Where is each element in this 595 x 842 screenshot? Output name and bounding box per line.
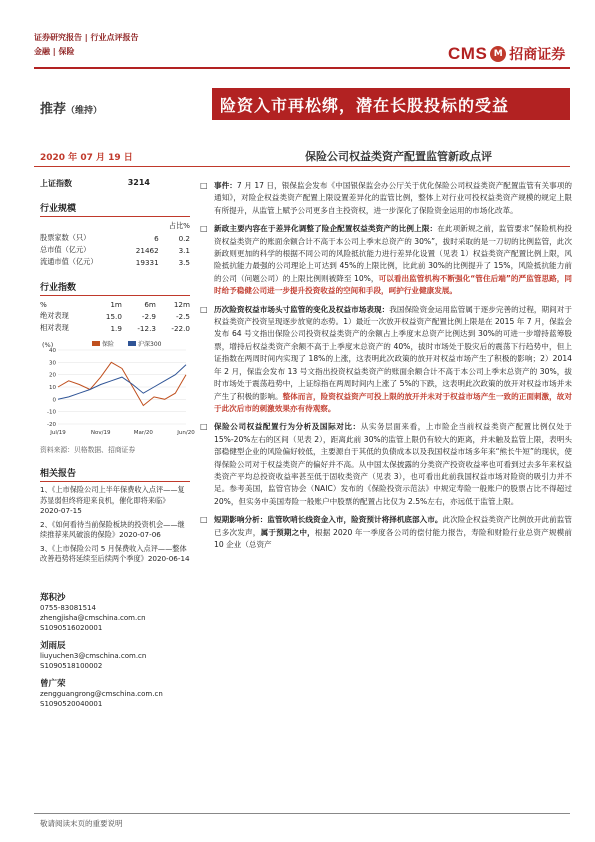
paragraph-policy [200, 223, 572, 297]
analyst-phone: 0755-83081514 [40, 603, 96, 612]
y-tick-label: -20 [47, 422, 56, 428]
para-bold: 属于预期之中， [260, 527, 315, 537]
cell: 股票家数（只） [40, 233, 91, 242]
para-head: 事件： [214, 181, 237, 190]
rating [40, 98, 102, 117]
chart-ylabel: (%) [42, 341, 54, 349]
cell: 6m [144, 300, 156, 309]
cell: 流通市值（亿元） [40, 257, 98, 266]
chart-source: 资料来源：贝格数据、招商证券 [40, 446, 136, 454]
cell: -22.0 [171, 323, 190, 333]
performance-heading: 行业指数 [40, 280, 190, 296]
cell: -12.3 [137, 323, 156, 333]
industry-heading: 行业规模 [40, 201, 190, 217]
cell: -2.5 [175, 311, 190, 321]
y-tick-label: 0 [52, 397, 56, 404]
para-text: 从实务层面来看，上市险企当前权益类资产配置比例仅处于 15%-20%左右的区间（见表 2），距离此前 30%的监管上限仍有较大的距离，并未触及监管上限，表明头部稳健型企业的风险偏好较低，主要源自于其低的负债成本以及我国权益市场多年来“熊长牛短”的现状，使得保险公司对于权益类资产的偏好并不高。从中国太保披露的分类资产投资收益率也可看到过去多年来权益类资产平均总投资收益率甚至低于固收类资产（见表 3），也可看出此前我国权益市场对险资的吸引力并不足。参考美国，监管官协会（NAIC）发布的《保险投资示范法》中规定寿险一般账户的股票占比不得超过 20%，但实务中美国寿险一般账户中股票的配置占比仅为 2.5%左右，亦远低于监管上限。 [214, 422, 573, 506]
related-item[interactable]: 2、《如何看待当前保险板块的投资机会——继续推荐来风破浪的保险》2020-07-06 [40, 519, 185, 539]
report-date: 2020 年 07 月 19 日 [40, 153, 133, 163]
legend-swatch-csi300 [128, 341, 136, 346]
analyst-email[interactable]: zhengjisha@cmschina.com.cn [40, 613, 146, 622]
y-tick-label: -10 [47, 409, 56, 416]
para-head: 历次险资权益市场头寸监管的变化及权益市场表现： [214, 304, 390, 314]
legend-swatch-insurance [92, 341, 100, 346]
para-text: 在此项新规之前，监管要求“保险机构投资权益类资产的账面余额合计不高于本公司上季末总资产的 30%”，拔时采取的是一刀切的比例监管，此次新政则更加的科学的根据不同公司的风险抵抗能力进行差异化设置（见表 1）权益类资产配置比例上限，风险抵抗能力最强的公司理论上可达到 45%的上限比例，比此前 30%的比例提升了 15%，风险抵抗能力前的公司（问题公司）的上限比例则被降至 10%， [214, 224, 573, 283]
cell: -2.9 [141, 311, 156, 321]
analyst-name: 刘雨辰 [40, 640, 66, 651]
footer-note: 敬请阅读末页的重要说明 [40, 819, 123, 828]
industry-unit: 占比% [168, 221, 190, 230]
analyst-list [40, 591, 190, 709]
x-tick-label: Nov/19 [90, 430, 111, 436]
y-tick-label: 20 [49, 372, 56, 379]
footer-rule [34, 813, 570, 814]
main-body [200, 180, 572, 557]
cell: 19331 [135, 257, 159, 267]
related-heading: 相关报告 [40, 466, 190, 482]
cell: 12m [173, 300, 190, 309]
analyst-license: S1090518100002 [40, 661, 103, 670]
brand-logo [448, 44, 565, 64]
table-header [40, 299, 190, 310]
paragraph-analysis [200, 421, 572, 508]
cell: 总市值（亿元） [40, 245, 91, 254]
cell: 1m [110, 300, 122, 309]
table-row [40, 256, 190, 268]
header-line2: 金融 | 保险 [34, 47, 75, 56]
index-label: 上证指数 [40, 179, 72, 188]
cell: 6 [154, 233, 159, 243]
para-text: 7 月 17 日，银保监会发布《中国银保监会办公厅关于优化保险公司权益类资产配置监管有关事项的通知》，对险企权益类资产配置上限设置差异化的监管比例，整体上对行业可投权益类资产规模的规定上限有所提升，从监管上赋予公司更多自主投资权，进一步深化了保险资金运用的市场化改革。 [214, 181, 572, 215]
cell: % [40, 300, 47, 309]
analyst-email[interactable]: zengguangrong@cmschina.com.cn [40, 689, 163, 698]
x-tick-label: Jun/20 [177, 430, 195, 436]
table-row [40, 322, 190, 334]
series-line-0 [58, 362, 186, 405]
x-tick-label: Mar/20 [133, 430, 153, 436]
cell: 15.0 [105, 311, 122, 321]
cell: 3.1 [178, 245, 190, 255]
para-text: 此次险企权益类资产比例放开此前监管已多次发声， [214, 515, 573, 537]
para-text: 我国保险资金运用监管属于逐步完善的过程，期间对于权益类资产投资呈现逐步放宽的态势。1）最近一次放开权益资产配置比例上限是在 2015 年 7 月，保监会发布 64 号文指出保险公司投资权益类资产的余额占上季度末总资产比例达到 30%的可进一步增持蓝筹股票，增持后权益类资产余额不高于上季度末总资产的 40%，拔时市场处于股灾后的震荡下行趋势中，但上证指数在两周时间内实现了 18%的上涨，这表明此次政策的放开对权益市场产生了积极的影响；2）2014 年 2 月，保监会发布 13 号文指出投资权益类资产的账面余额合计不高于本公司上季末总资产的 30%，拔时市场处于震荡趋势中，上证综指在两周时间内上涨了 5%的下跌，这表明此次政策的放开对权益市场并未产生了积极的影响。 [214, 304, 572, 401]
analyst-license: S1090516020001 [40, 623, 103, 632]
series-line-1 [58, 365, 186, 400]
x-tick-label: Jul/19 [50, 430, 66, 436]
logo-emblem-icon: M [490, 46, 506, 62]
y-tick-label: 10 [49, 385, 56, 391]
analyst-license: S1090520040001 [40, 699, 103, 708]
cell: 1.9 [110, 323, 122, 333]
logo-cn: 招商证券 [509, 47, 566, 63]
divider [34, 166, 570, 167]
related-item[interactable]: 3、《上市保险公司 5 月保费收入点评——整体改善趋势将延续至后续两个季度》2020-06-14 [40, 543, 190, 563]
y-tick-label: 40 [49, 348, 56, 354]
cell: 绝对表现 [40, 311, 69, 320]
rating-label: 推荐 [40, 102, 67, 117]
report-subtitle: 保险公司权益类资产配置监管新政点评 [305, 150, 492, 163]
cell: 3.5 [178, 257, 190, 267]
cell: 相对表现 [40, 323, 69, 332]
y-tick-label: 30 [49, 360, 56, 367]
para-emphasis: 整体而言，险资权益资产可投上限的放开并未对于权益市场产生一致的正面刺激，故对于此次后市的刺激效果亦有待观察。 [214, 391, 573, 413]
analyst-name: 郑积沙 [40, 592, 66, 603]
header-rule [34, 67, 570, 69]
analyst-name: 曾广荣 [40, 678, 66, 689]
legend-csi300: 沪深300 [138, 341, 162, 348]
cell: 21462 [135, 245, 159, 255]
related-item[interactable]: 1、《上市保险公司上半年保费收入点评——复苏显弱但终将迎来良机，催化即将来临》2020-07-15 [40, 485, 185, 515]
paragraph-history [200, 304, 572, 416]
analyst-email[interactable]: liuyuchen3@cmschina.com.cn [40, 651, 147, 660]
logo-latin: CMS [448, 44, 488, 63]
para-emphasis: 可以看出监管机构不断强化“管住后端”的严监管思路，同时给予稳健公司进一步提升投资收益的空间和手段，呵护行业健康发展。 [214, 273, 572, 296]
header-line1: 证券研究报告 | 行业点评报告 [34, 33, 139, 42]
para-head: 新政主要内容在于差异化调整了险企配置权益类资产的比例上限： [214, 224, 438, 234]
table-row [40, 244, 190, 256]
index-value: 3214 [127, 178, 150, 187]
performance-chart [40, 338, 195, 438]
para-head: 短期影响分析：监管吹哨长线资金入市，险资预计将择机底部入市。 [214, 515, 443, 525]
table-row [40, 232, 190, 244]
index-row [40, 178, 150, 189]
cell: 0.2 [178, 233, 190, 243]
legend-insurance: 保险 [102, 341, 115, 348]
paragraph-impact [200, 514, 572, 551]
table-row [40, 310, 190, 322]
paragraph-event [200, 180, 572, 217]
sidebar [40, 178, 195, 709]
report-title: 险资入市再松绑，潜在长股投标的受益 [212, 88, 570, 120]
rating-note: （维持） [66, 106, 103, 116]
para-head: 保险公司权益配置行为分析及国际对比： [214, 422, 361, 432]
para-text: 根据 2020 年一季度各公司的偿付能力报告，寿险和财险行业总资产规模前 10 企业（总资产 [214, 527, 573, 549]
industry-table [40, 220, 190, 268]
performance-table [40, 299, 190, 334]
